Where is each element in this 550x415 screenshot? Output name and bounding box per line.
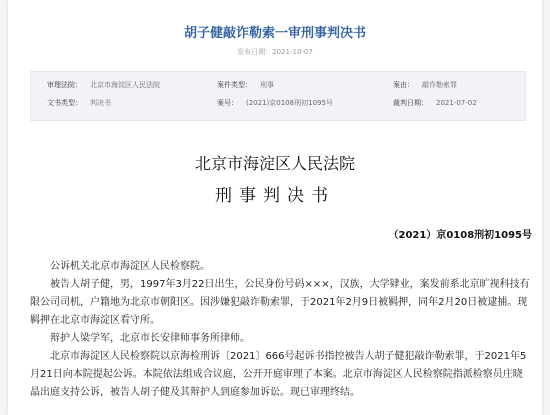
case-number: （2021）京0108刑初1095号 [388,230,532,241]
judgment-body [30,258,532,402]
field-label: 审理法院： [47,81,82,89]
field-value: 北京市海淀区人民法院 [90,81,160,89]
field-value: 敲诈勒索罪 [422,81,457,89]
paragraph-prosecutor: 公诉机关北京市海淀区人民检察院。 [50,261,210,272]
document-title: 胡子健敲诈勒索一审刑事判决书 [183,26,366,41]
cause-field [393,80,457,90]
trial-court-field [47,80,160,90]
document-type-heading: 刑事判决书 [215,186,335,206]
court-name-heading: 北京市海淀区人民法院 [194,154,355,173]
publish-date: 发布日期：2021-10-07 [237,48,313,56]
paragraph-defender: 辩护人梁学军，北京市长安律师事务所律师。 [50,333,250,344]
field-value: 判决书 [90,99,111,107]
field-label: 文书类型： [47,99,82,107]
judgment-date-field [393,98,477,108]
case-number-field [217,98,333,108]
case-type-field [217,80,274,90]
paragraph-procedure: 北京市海淀区人民检察院以京海检刑诉〔2021〕666号起诉书指控被告人胡子健犯敲诈勒索罪，于2021年5月21日向本院提起公诉。本院依法组成合议庭，公开开庭审理了本案。北京市海淀区人民检察院指派检察员庄晓晶出庭支持公诉，被告人胡子健及其辩护人到庭参加诉讼。现已审理终结。 [30,351,527,398]
field-value: 2021-07-02 [436,99,477,107]
document-card [8,0,542,415]
field-label: 案由： [393,81,414,89]
field-label: 案号： [217,99,238,107]
field-value: (2021)京0108刑初1095号 [246,99,333,107]
document-type-field [47,98,111,108]
case-info-row [31,78,525,96]
field-label: 案件类型： [217,81,252,89]
case-info-panel [30,71,526,121]
paragraph-defendant: 被告人胡子健，男，1997年3月22日出生，公民身份号码×××，汉族，大学肄业，案发前系北京旷视科技有限公司司机，户籍地为北京市朝阳区。因涉嫌犯敲诈勒索罪，于2021年2月9日被羁押，同年2月20日被逮捕。现羁押在北京市海淀区看守所。 [30,279,530,326]
field-value: 刑事 [260,81,274,89]
field-label: 裁判日期： [393,99,428,107]
case-info-row [31,96,525,114]
